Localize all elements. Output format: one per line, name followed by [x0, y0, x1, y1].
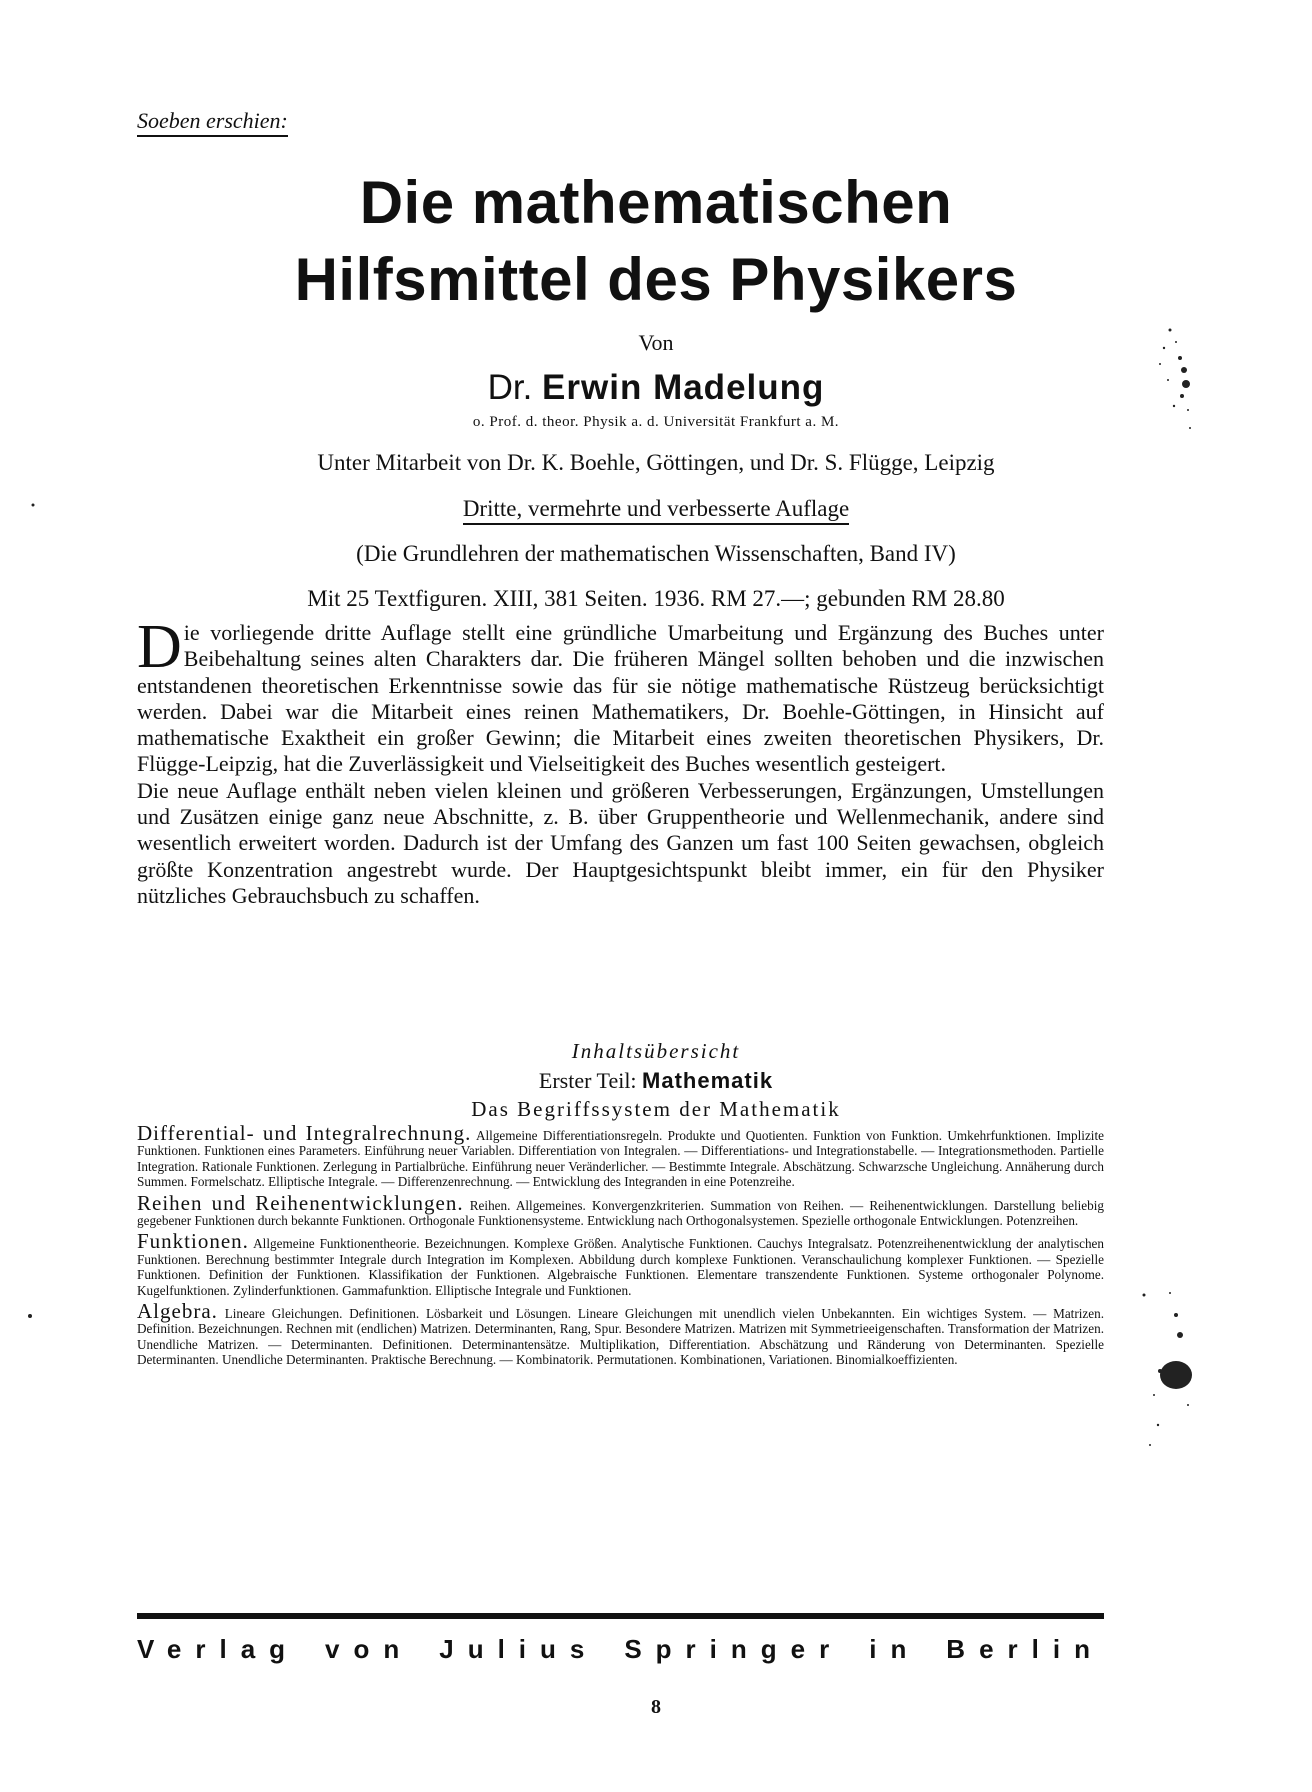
section-text: Allgemeine Differentiationsregeln. Produkte und Quotienten. Funktion von Funktion. Umkehrfunktionen. Implizite Funktionen. Funktionen eines Parameters. Einführung neuer Variablen. Differentiation von Integralen. — Differentiations- und Integrationstabelle. — Integrationsmethoden. Partielle Integration. Rationale Funktionen. Zerlegung in Partialbrüche. Einführung neuer Veränderlicher. — Bestimmte Integrale. Abschätzung. Schwarzsche Ungleichung. Annäherung durch Summen. Formelschatz. Elliptische Integrale. — Differenzenrechnung. — Entwicklung des Integranden in eine Potenzreihe.: [137, 1128, 1104, 1190]
paragraph-1-text: ie vorliegende dritte Auflage stellt eine gründliche Umarbeitung und Ergänzung des Buches unter Beibehaltung seines alten Charakters dar. Die früheren Mängel sollten behoben und die inzwischen entstandenen theoretischen Erkenntnisse sowie das für sie nötige mathematische Rüstzeug berücksichtigt werden. Dabei war die Mitarbeit eines reinen Mathematikers, Dr. Boehle-Göttingen, in Hinsicht auf mathematische Exaktheit ein großer Gewinn; die Mitarbeit eines zweiten theoretischen Physikers, Dr. Flügge-Leipzig, hat die Zuverlässigkeit und Vielseitigkeit des Buches wesentlich gesteigert.: [137, 620, 1104, 777]
section-text: Allgemeine Funktionentheorie. Bezeichnungen. Komplexe Größen. Analytische Funktionen. Cauchys Integralsatz. Potenzreihenentwicklung der analytischen Funktionen. Berechnung bestimmter Integrale durch Integration im Komplexen. Abbildung durch komplexe Funktionen. Veranschaulichung komplexer Funktionen. — Spezielle Funktionen. Definition der Funktionen. Klassifikation der Funktionen. Algebraische Funktionen. Elementare transzendente Funktionen. Systeme orthogonaler Polynome. Kugelfunktionen. Zylinderfunktionen. Gammafunktion. Elliptische Integrale und Funktionen.: [137, 1236, 1104, 1298]
edition-line: [0, 496, 1312, 522]
by-line: Von: [638, 330, 674, 355]
book-title-line-2: Hilfsmittel des Physikers: [294, 246, 1018, 313]
author-affiliation: o. Prof. d. theor. Physik a. d. Universität Frankfurt a. M.: [472, 414, 840, 430]
scan-dot: [28, 500, 38, 510]
author: [0, 368, 1312, 408]
publication-info: Mit 25 Textfiguren. XIII, 381 Seiten. 1936. RM 27.—; gebunden RM 28.80: [307, 586, 1005, 611]
part-name: Mathematik: [642, 1068, 774, 1093]
scan-dot: [24, 1310, 36, 1322]
toc-sections: [137, 1121, 1105, 1374]
author-prefix: Dr.: [487, 368, 533, 407]
toc-heading: Inhaltsübersicht: [571, 1039, 741, 1063]
description-body: [137, 613, 1104, 909]
description-paragraph-1: [137, 613, 1104, 778]
series-line: (Die Grundlehren der mathematischen Wissenschaften, Band IV): [356, 541, 956, 566]
section-title: Reihen und Reihenentwicklungen.: [137, 1190, 464, 1215]
toc-section: [137, 1299, 1105, 1368]
publisher-line: Verlag von Julius Springer in Berlin: [137, 1634, 1104, 1664]
description-paragraph-2: Die neue Auflage enthält neben vielen kleinen und größeren Verbesserungen, Ergänzungen, Umstellungen und Zusätzen einige ganz neue Abschnitte, z. B. über Gruppentheorie und Wellenmechanik, andere sind wesentlich erweitert worden. Dadurch ist der Umfang des Ganzen um fast 100 Seiten gewachsen, obgleich größte Konzentration angestrebt wurde. Der Hauptgesichtspunkt bleibt immer, ein für den Physiker nützliches Gebrauchsbuch zu schaffen.: [137, 777, 1104, 908]
toc-section: [137, 1190, 1104, 1229]
scan-smudge: [1140, 300, 1200, 470]
section-text: Reihen. Allgemeines. Konvergenzkriterien. Summation von Reihen. — Reihenentwicklungen. Darstellung beliebig gegebener Funktionen durch bekannte Funktionen. Orthogonale Funktionensysteme. Entwicklung nach Orthogonalsystemen. Spezielle orthogonale Entwicklungen. Potenzreihen.: [137, 1197, 1104, 1229]
section-title: Differential- und Integralrechnung.: [137, 1121, 472, 1145]
toc-section: [137, 1121, 1104, 1190]
announcement: Soeben erschien:: [137, 108, 288, 137]
edition-text: Dritte, vermehrte und verbesserte Auflage: [463, 496, 849, 525]
toc-chapter-heading: Das Begriffssystem der Mathematik: [471, 1097, 841, 1121]
section-text: Lineare Gleichungen. Definitionen. Lösbarkeit und Lösungen. Lineare Gleichungen mit unendlich vielen Unbekannten. Ein wichtiges System. — Matrizen. Definition. Bezeichnungen. Rechnen mit (endlichen) Matrizen. Determinanten, Rang, Spur. Besondere Matrizen. Matrizen mit Symmetrieeigenschaften. Transformation der Matrizen. Unendliche Matrizen. — Determinanten. Definitionen. Determinantensätze. Multiplikation, Differentiation. Abschätzung und Ränderung von Determinanten. Spezielle Determinanten. Unendliche Determinanten. Praktische Berechnung. — Kombinatorik. Permutationen. Kombinationen, Variationen. Binomialkoeffizienten.: [137, 1306, 1105, 1368]
part-prefix: Erster Teil:: [538, 1068, 637, 1093]
section-title: Algebra.: [137, 1299, 218, 1324]
page-number: 8: [651, 1696, 661, 1718]
author-name: Erwin Madelung: [542, 368, 825, 407]
toc-section: [137, 1229, 1104, 1298]
divider-rule: [137, 1613, 1104, 1619]
collaboration-line: Unter Mitarbeit von Dr. K. Boehle, Göttingen, und Dr. S. Flügge, Leipzig: [317, 450, 995, 475]
book-title-line-1: Die mathematischen: [359, 169, 953, 236]
toc-part-heading: [0, 1068, 1312, 1094]
drop-cap: D: [137, 613, 182, 681]
scan-smudge: [1130, 1275, 1200, 1455]
section-title: Funktionen.: [137, 1229, 249, 1254]
